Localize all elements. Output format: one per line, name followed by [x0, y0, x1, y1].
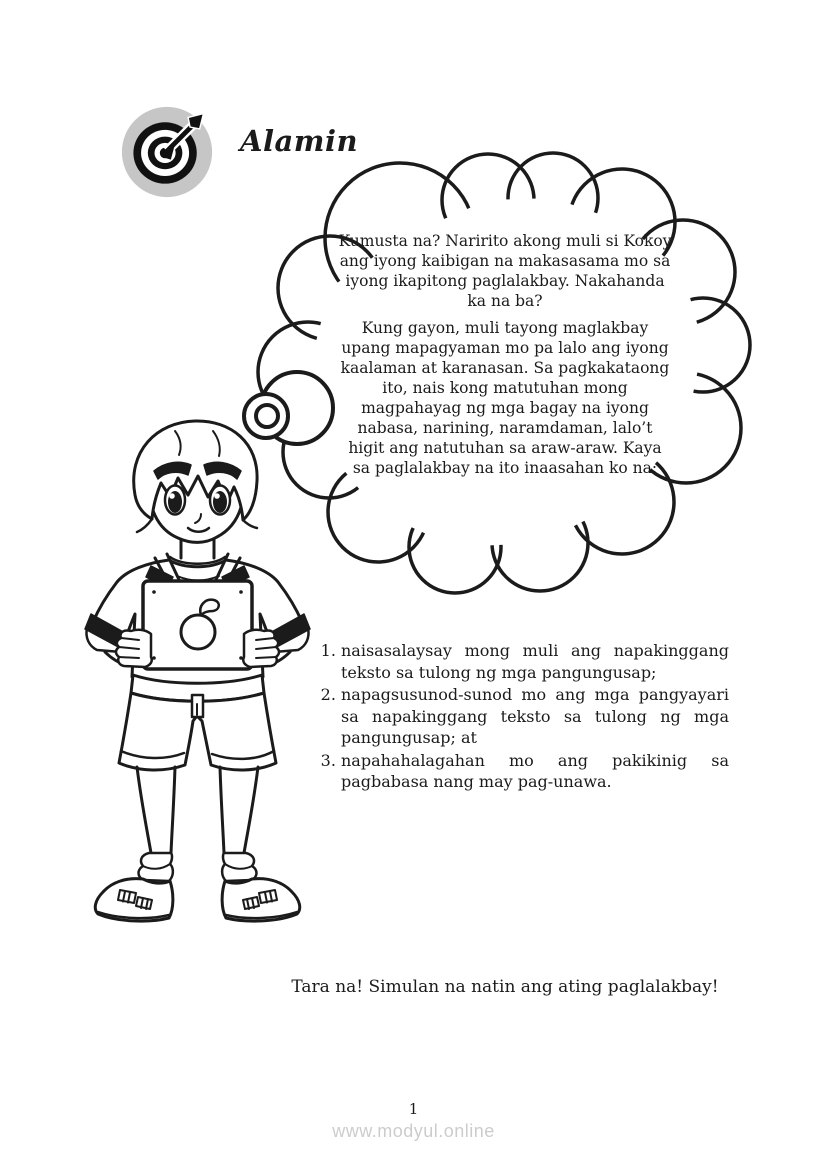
objectives-list — [316, 640, 729, 794]
bubble-paragraph-1: Kumusta na? Naririto akong muli si Kokoy ang iyong kaibigan na makasasama mo sa iyong ikapitong paglalakbay. Nakahanda ka na ba? — [338, 232, 672, 310]
bubble-paragraph-2: Kung gayon, muli tayong maglakbay upang mapagyaman mo pa lalo ang iyong kaalaman at karanasan. Sa pagkakataong ito, nais kong matutuhan mong magpahayag ng mga bagay na iyong nabasa, narining, naramdaman, lalo’t higit ang natutuhan sa araw-araw. Kaya sa paglalakbay na ito inaasahan ko na: — [340, 319, 670, 477]
objective-item-3: 3. napahahalagahan mo ang pakikinig sa pagbabasa nang may pag-unawa. — [341, 750, 729, 793]
closing-line: Tara na! Simulan na natin ang ating paglalakbay! — [291, 977, 719, 997]
watermark: www.modyul.online — [332, 1121, 495, 1141]
thought-bubble-text — [338, 231, 672, 478]
target-icon — [119, 104, 215, 200]
thought-trail-bubbles — [244, 372, 333, 444]
boy-illustration — [85, 421, 310, 921]
section-title: Alamin — [240, 124, 359, 158]
objective-item-2: 2. napagsusunod-sunod mo ang mga pangyayari sa napakinggang teksto sa tulong ng mga pangungusap; at — [341, 684, 729, 749]
objective-item-1: 1. naisasalaysay mong muli ang napakinggang teksto sa tulong ng mga pangungusap; — [341, 640, 729, 683]
page-number: 1 — [408, 1100, 419, 1118]
